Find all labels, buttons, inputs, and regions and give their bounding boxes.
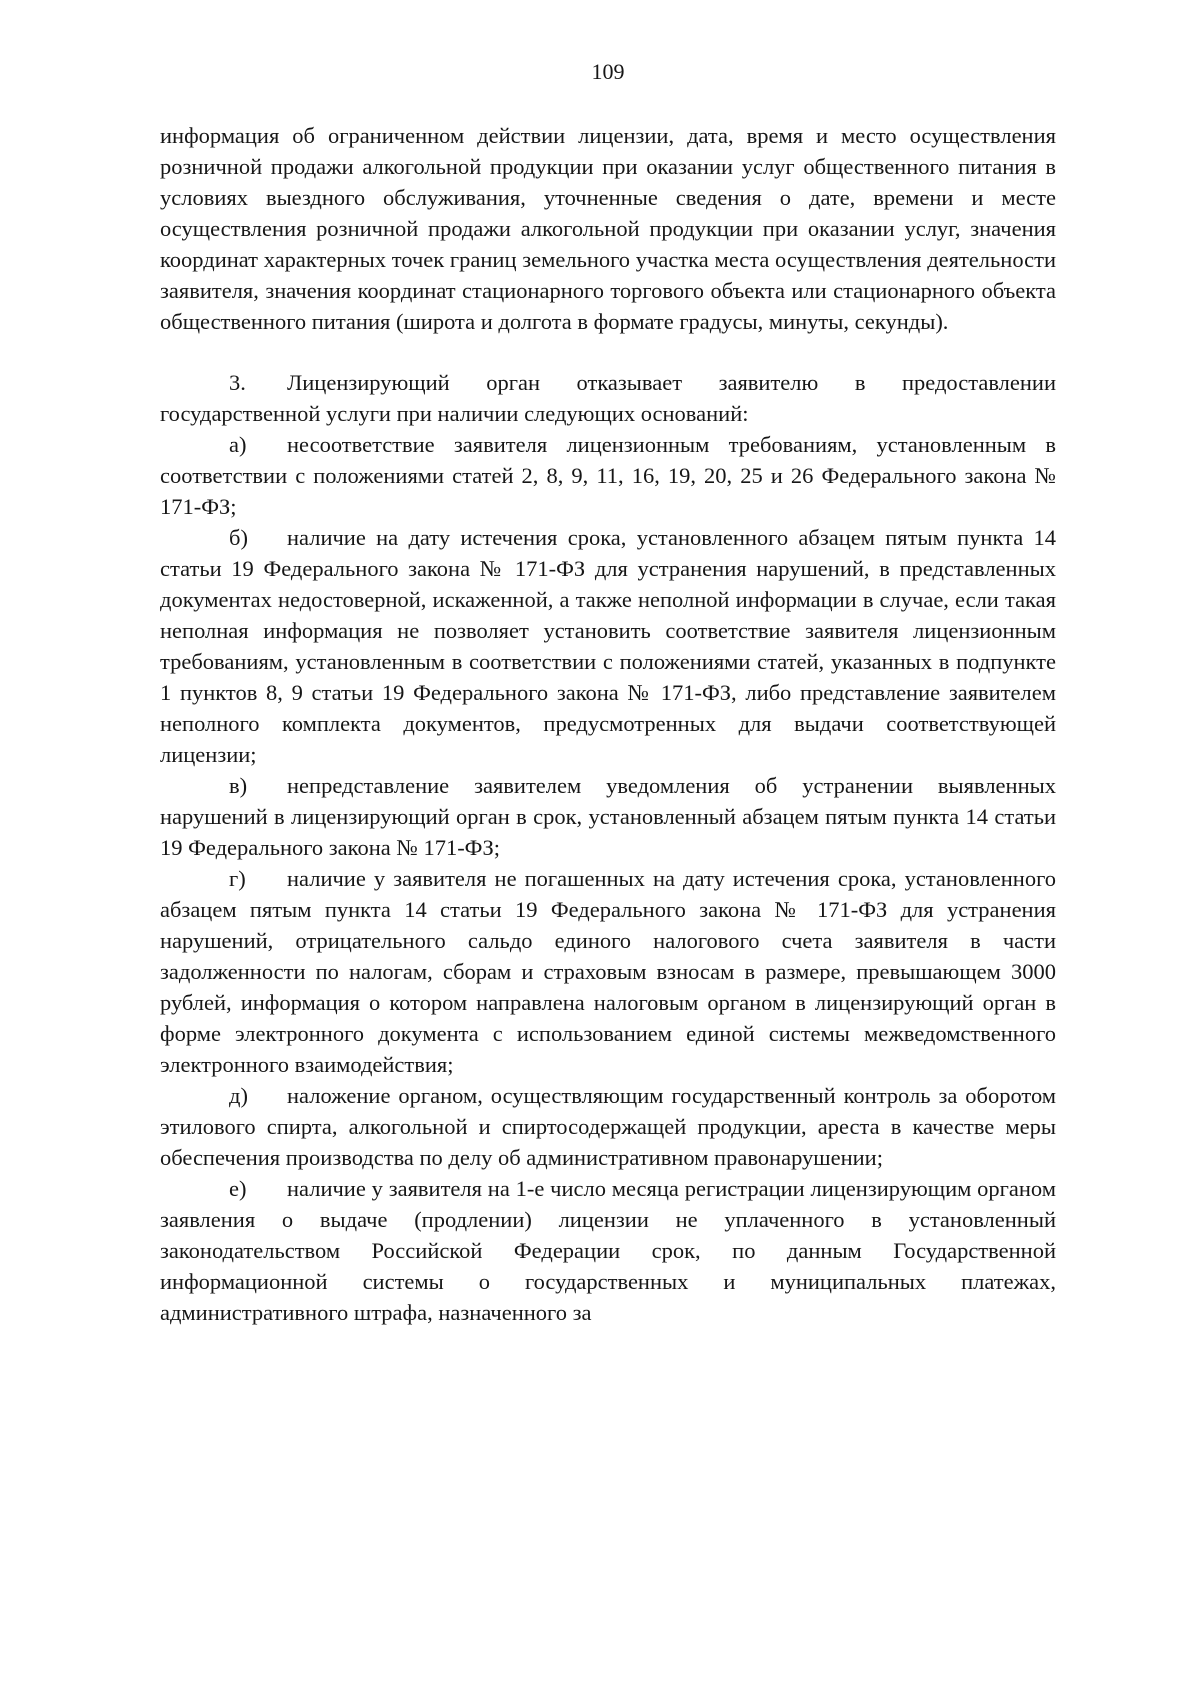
paragraph-text: несоответствие заявителя лицензионным требованиям, установленным в соответствии с положениями статей 2, 8, 9, 11, 16, 19, 20, 25 и 26 Федерального закона № 171-ФЗ; — [160, 432, 1056, 519]
page-number: 109 — [591, 59, 625, 84]
paragraph-marker: е) — [229, 1176, 247, 1201]
paragraph — [160, 522, 1056, 770]
paragraph — [160, 1080, 1056, 1173]
paragraph-text: наложение органом, осуществляющим государственный контроль за оборотом этилового спирта, алкогольной и спиртосодержащей продукции, ареста в качестве меры обеспечения производства по делу об административном правонарушении; — [160, 1083, 1056, 1170]
paragraph-marker: 3. — [229, 370, 246, 395]
paragraph — [160, 863, 1056, 1080]
paragraph-text: наличие у заявителя на 1-е число месяца регистрации лицензирующим органом заявления о выдаче (продлении) лицензии не уплаченного в установленный законодательством Российской Федерации срок, по данным Государственной информационной системы о государственных и муниципальных платежах, административного штрафа, назначенного за — [160, 1176, 1056, 1325]
paragraph-marker: в) — [229, 773, 248, 798]
paragraph-text: наличие на дату истечения срока, установленного абзацем пятым пункта 14 статьи 19 Федерального закона № 171-ФЗ для устранения нарушений, в представленных документах недостоверной, искаженной, а также неполной информации в случае, если такая неполная информация не позволяет установить соответствие заявителя лицензионным требованиям, установленным в соответствии с положениями статей, указанных в подпункте 1 пунктов 8, 9 статьи 19 Федерального закона № 171-ФЗ, либо представление заявителем неполного комплекта документов, предусмотренных для выдачи соответствующей лицензии; — [160, 525, 1056, 767]
paragraph-text: информация об ограниченном действии лицензии, дата, время и место осуществления розничной продажи алкогольной продукции при оказании услуг общественного питания в условиях выездного обслуживания, уточненные сведения о дате, времени и месте осуществления розничной продажи алкогольной продукции при оказании услуг, значения координат характерных точек границ земельного участка места осуществления деятельности заявителя, значения координат стационарного торгового объекта или стационарного объекта общественного питания (широта и долгота в формате градусы, минуты, секунды). — [160, 123, 1056, 334]
paragraph-text: непредставление заявителем уведомления об устранении выявленных нарушений в лицензирующий орган в срок, установленный абзацем пятым пункта 14 статьи 19 Федерального закона № 171-ФЗ; — [160, 773, 1056, 860]
paragraph-marker: а) — [229, 432, 247, 457]
paragraph-marker: г) — [229, 866, 246, 891]
paragraph — [160, 367, 1056, 429]
paragraph — [160, 770, 1056, 863]
paragraph-text: Лицензирующий орган отказывает заявителю в предоставлении государственной услуги при наличии следующих оснований: — [160, 370, 1056, 426]
paragraph — [160, 120, 1056, 337]
paragraph — [160, 1173, 1056, 1328]
paragraph-text: наличие у заявителя не погашенных на дату истечения срока, установленного абзацем пятым пункта 14 статьи 19 Федерального закона № 171-ФЗ для устранения нарушений, отрицательного сальдо единого налогового счета заявителя в части задолженности по налогам, сборам и страховым взносам в размере, превышающем 3000 рублей, информация о котором направлена налоговым органом в лицензирующий орган в форме электронного документа с использованием единой системы межведомственного электронного взаимодействия; — [160, 866, 1056, 1077]
paragraph-marker: д) — [229, 1083, 248, 1108]
paragraph — [160, 429, 1056, 522]
paragraph-marker: б) — [229, 525, 248, 550]
